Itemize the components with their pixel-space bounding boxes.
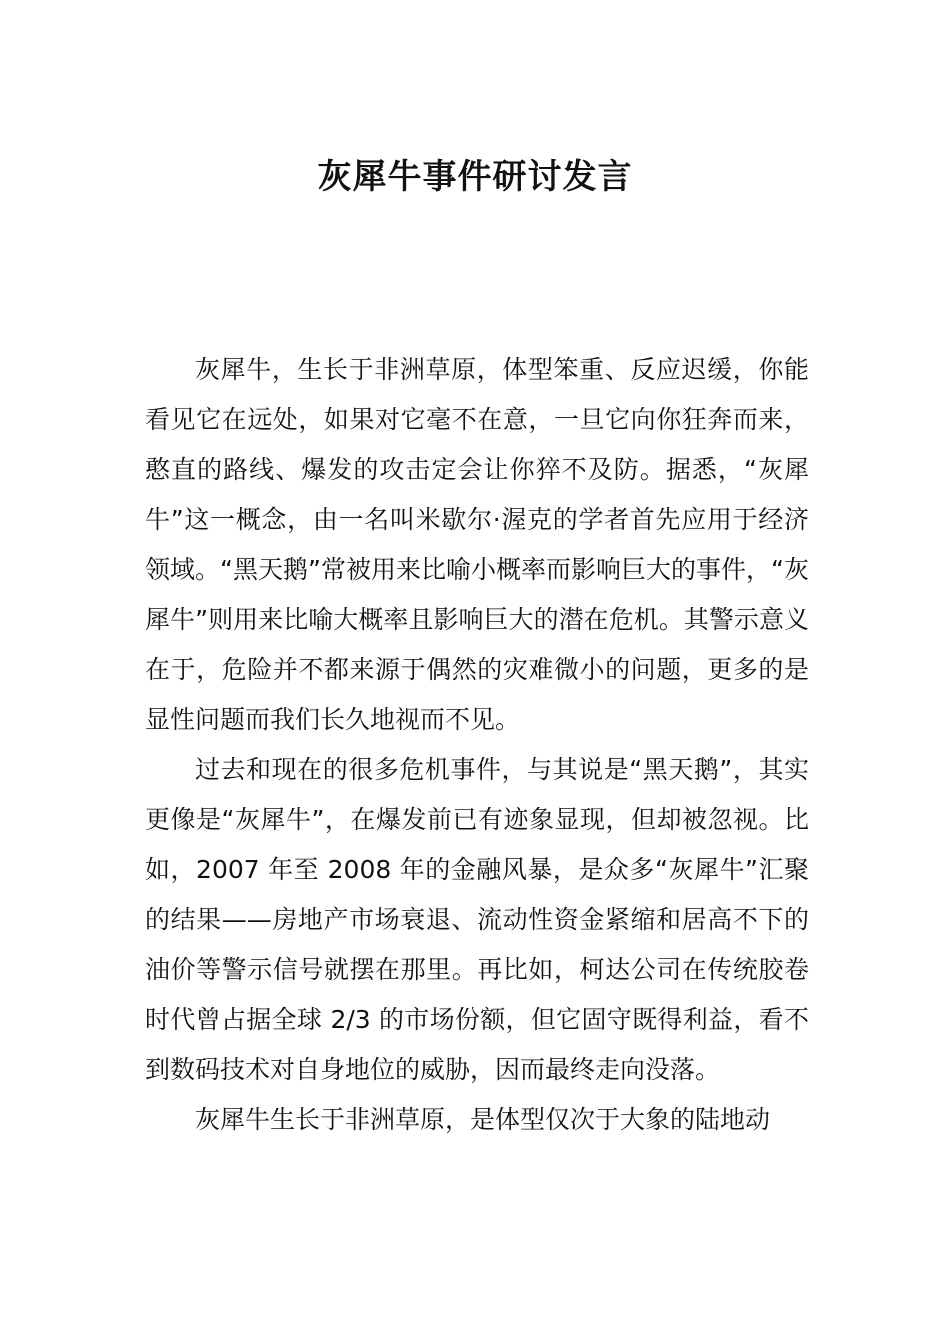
- paragraph-3: 灰犀牛生长于非洲草原，是体型仅次于大象的陆地动: [195, 1105, 771, 1134]
- paragraph-2: 过去和现在的很多危机事件，与其说是“黑天鹅”，其实更像是“灰犀牛”，在爆发前已有迹象显现，但却被忽视。比如，2007 年至 2008 年的金融风暴，是众多“灰犀牛”汇聚的结果——房地产市场衰退、流动性资金紧缩和居高不下的油价等警示信号就摆在那里。再比如，柯达公司在传统胶卷时代曾占据全球 2/3 的市场份额，但它固守既得利益，看不到数码技术对自身地位的威胁，因而最终走向没落。: [145, 755, 809, 1084]
- document-body: [145, 345, 809, 1145]
- document-title: 灰犀牛事件研讨发言: [317, 157, 633, 197]
- paragraph-1: 灰犀牛，生长于非洲草原，体型笨重、反应迟缓，你能看见它在远处，如果对它毫不在意，一旦它向你狂奔而来，憨直的路线、爆发的攻击定会让你猝不及防。据悉，“灰犀牛”这一概念，由一名叫米歇尔·渥克的学者首先应用于经济领域。“黑天鹅”常被用来比喻小概率而影响巨大的事件，“灰犀牛”则用来比喻大概率且影响巨大的潜在危机。其警示意义在于，危险并不都来源于偶然的灾难微小的问题，更多的是显性问题而我们长久地视而不见。: [145, 355, 809, 734]
